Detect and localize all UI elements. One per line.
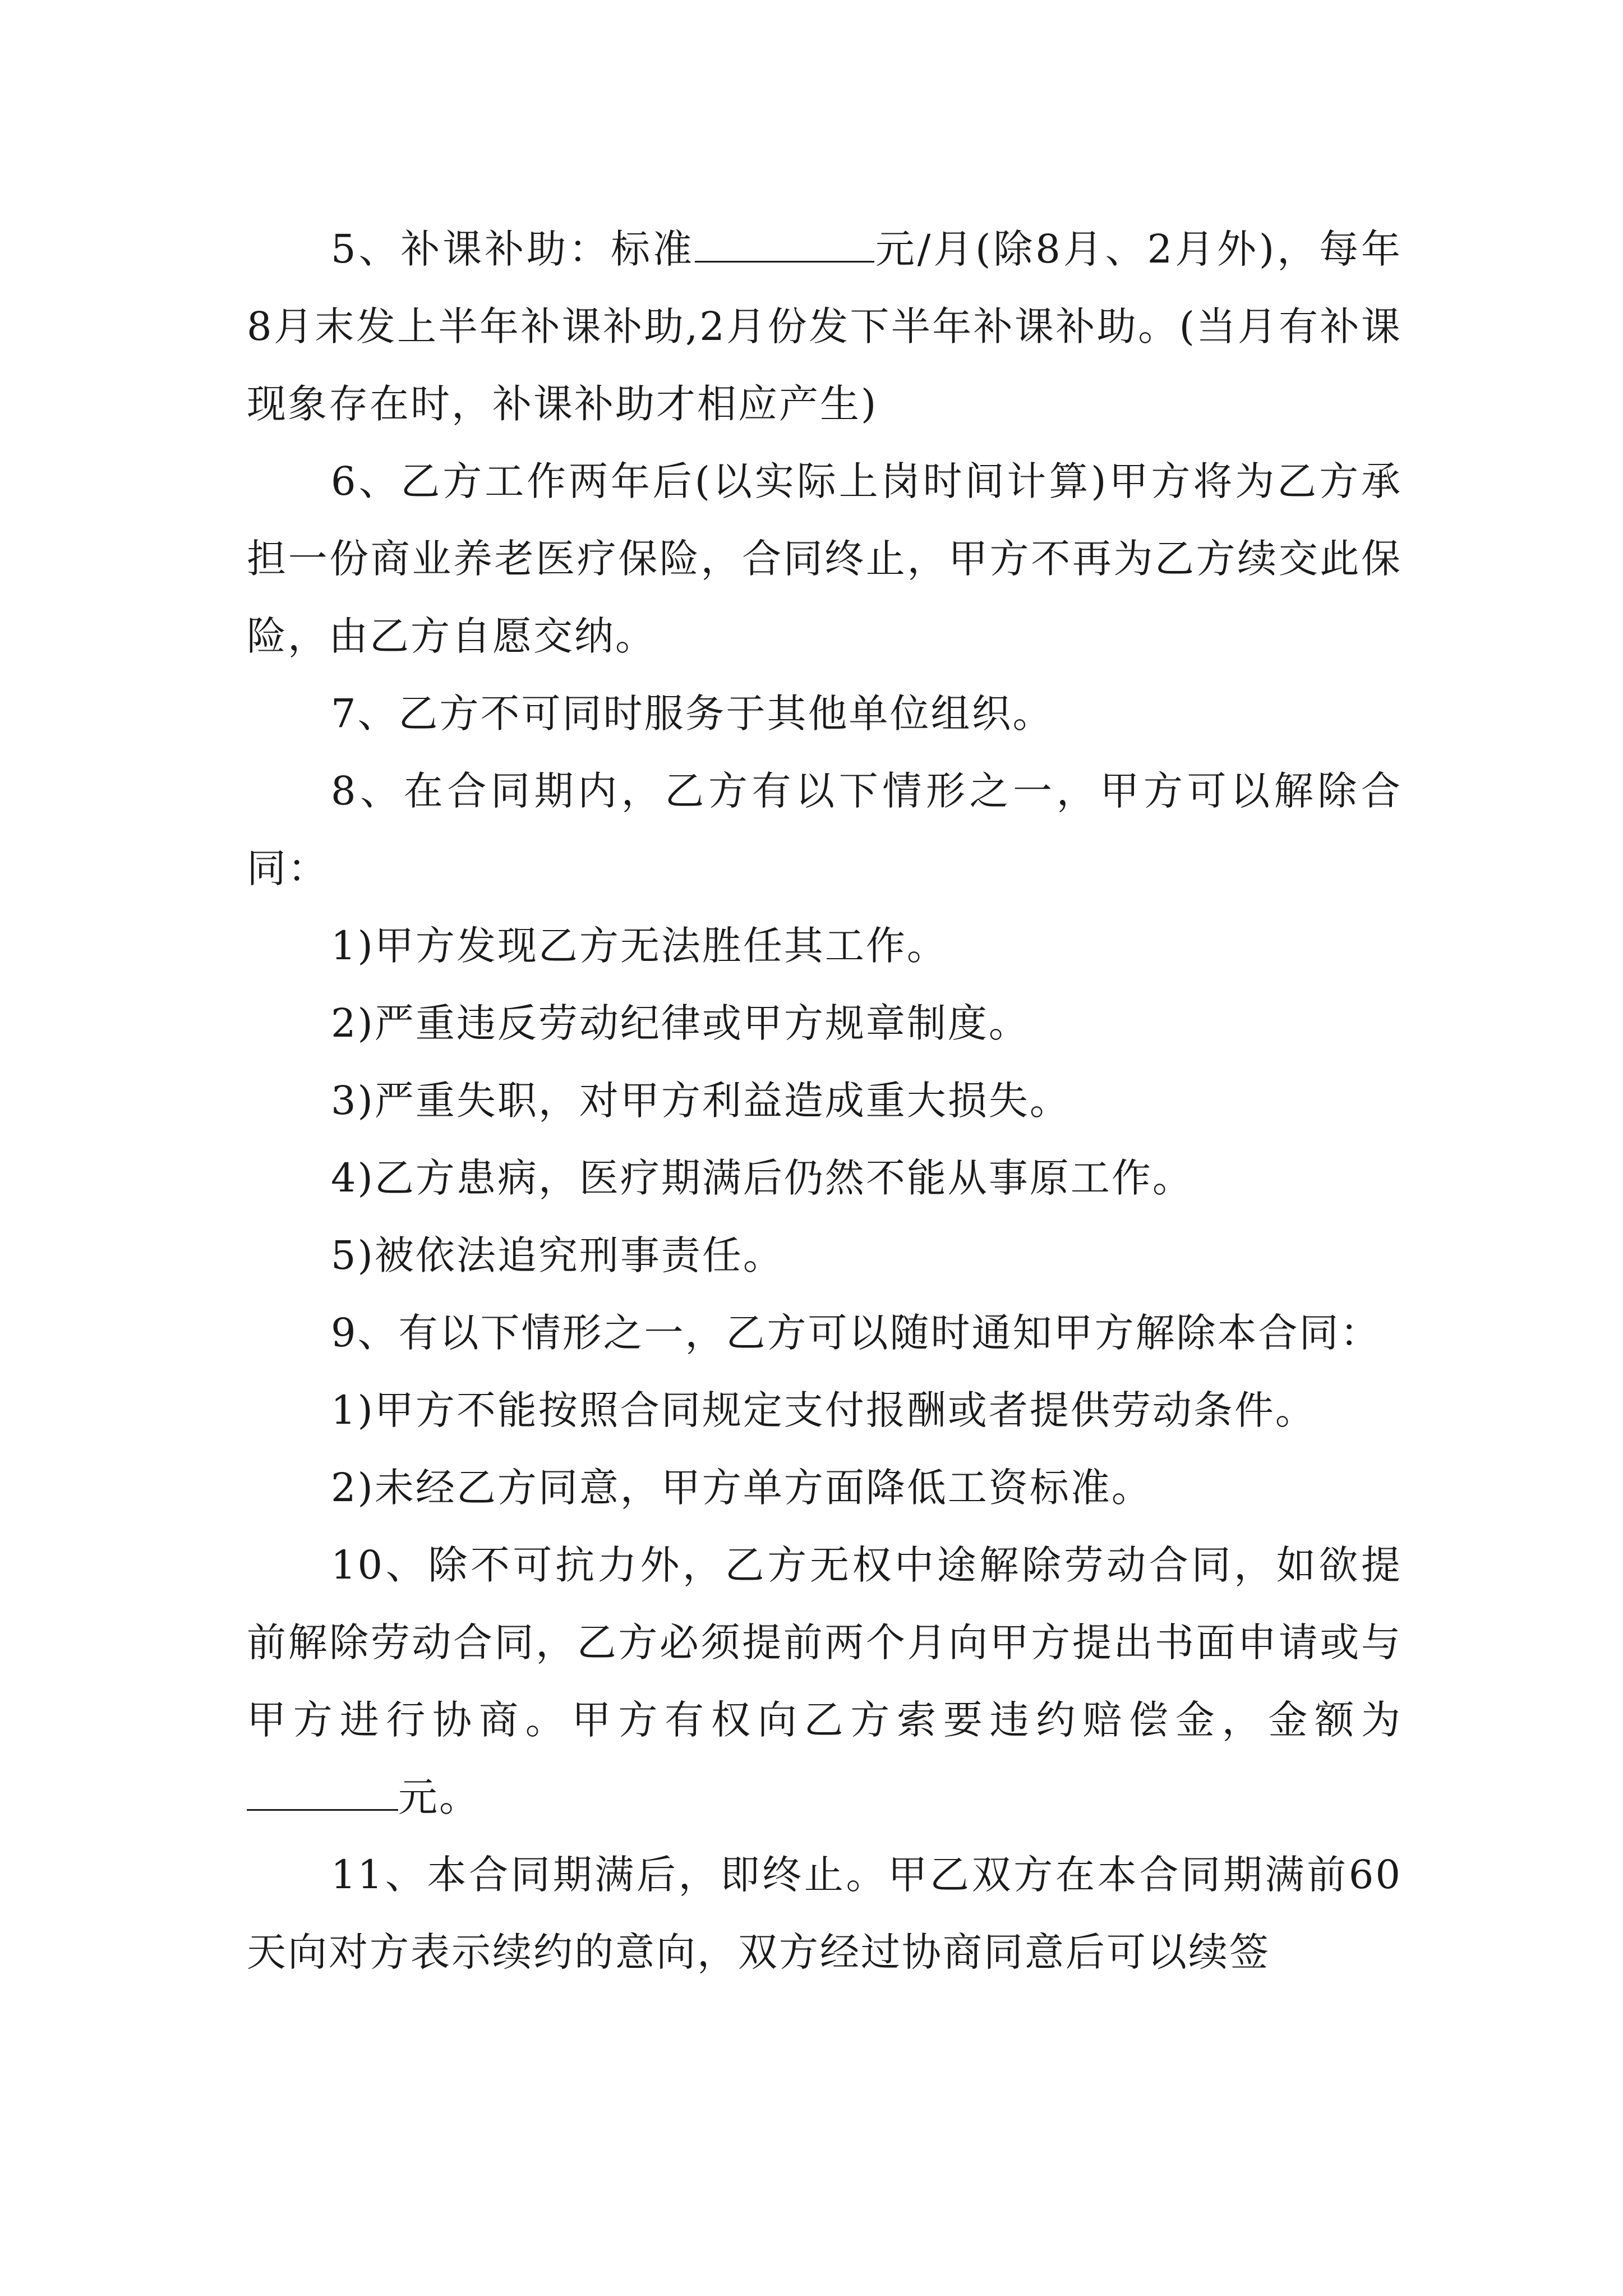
clause-9: 9、有以下情形之一，乙方可以随时通知甲方解除本合同：	[331, 1310, 1381, 1356]
clause-5-text-after: 元/月(除8月、2月外)，每年8月末发上半年补课补助,2月份发下半年补课补助。(当月有补课现象存在时，补课补助才相应产生)	[247, 226, 1402, 427]
clause-8-item: 5)被依法追究刑事责任。	[331, 1232, 784, 1278]
clause-7: 7、乙方不可同时服务于其他单位组织。	[331, 691, 1054, 737]
clause-8-item: 1)甲方发现乙方无法胜任其工作。	[331, 923, 948, 969]
clause-5	[247, 210, 1402, 443]
clause-9-item: 1)甲方不能按照合同规定支付报酬或者提供劳动条件。	[331, 1387, 1316, 1433]
clause-9-item: 2)未经乙方同意，甲方单方面降低工资标准。	[331, 1465, 1152, 1511]
clause-8-item: 4)乙方患病，医疗期满后仍然不能从事原工作。	[331, 1155, 1193, 1201]
clause-6: 6、乙方工作两年后(以实际上岗时间计算)甲方将为乙方承担一份商业养老医疗保险，合同终止，甲方不再为乙方续交此保险，由乙方自愿交纳。	[247, 458, 1402, 659]
fill-in-blank	[695, 226, 874, 263]
clause-10-text-before: 10、除不可抗力外，乙方无权中途解除劳动合同，如欲提前解除劳动合同，乙方必须提前两个月向甲方提出书面申请或与甲方进行协商。甲方有权向乙方索要违约赔偿金，金额为	[247, 1542, 1402, 1743]
document-body	[247, 210, 1402, 1991]
clause-5-text-before: 5、补课补助：标准	[331, 226, 695, 272]
clause-11: 11、本合同期满后，即终止。甲乙双方在本合同期满前60天向对方表示续约的意向，双方经过协商同意后可以续签	[247, 1852, 1402, 1975]
clause-8-item: 2)严重违反劳动纪律或甲方规章制度。	[331, 1000, 1030, 1046]
clause-8: 8、在合同期内，乙方有以下情形之一，甲方可以解除合同：	[247, 768, 1402, 891]
fill-in-blank	[247, 1774, 398, 1811]
clause-10-text-after: 元。	[398, 1774, 480, 1820]
clause-8-item: 3)严重失职，对甲方利益造成重大损失。	[331, 1078, 1071, 1124]
clause-10	[247, 1526, 1402, 1836]
